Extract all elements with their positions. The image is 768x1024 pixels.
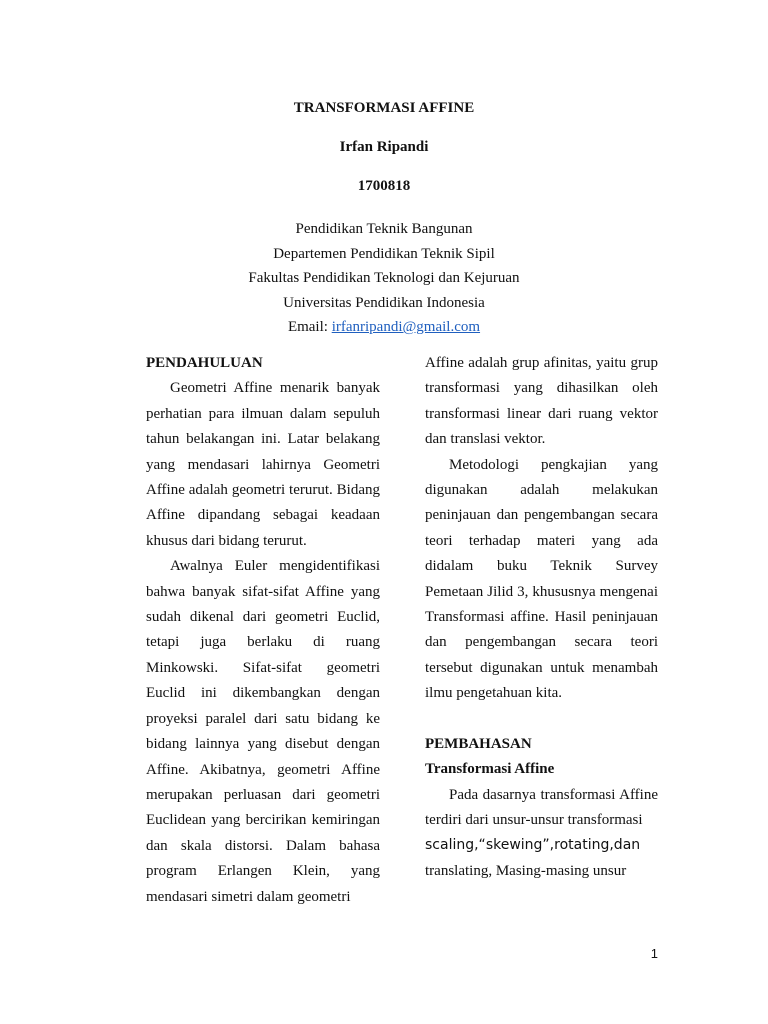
author-name: Irfan Ripandi	[339, 139, 429, 155]
paragraph: Geometri Affine menarik banyak perhatian para ilmuan dalam sepuluh tahun belakangan ini. Latar belakang yang mendasari lahirnya Geometri Affine adalah geometri terurut. Bidang Affine dipandang sebagai keadaan khusus dari bidang terurut.	[146, 380, 380, 549]
affiliation-department: Departemen Pendidikan Teknik Sipil	[273, 245, 495, 262]
right-column	[425, 351, 658, 884]
paper-title: TRANSFORMASI AFFINE	[293, 100, 475, 116]
affiliation-university: Universitas Pendidikan Indonesia	[283, 294, 485, 311]
paragraph-continued: Affine adalah grup afinitas, yaitu grup transformasi yang dihasilkan oleh transformasi linear dari ruang vektor dan translasi vektor.	[425, 355, 658, 448]
subsection-heading: Transformasi Affine	[425, 761, 555, 778]
paragraph	[425, 783, 658, 885]
email-link[interactable]: irfanripandi@gmail.com	[331, 319, 481, 335]
section-heading-pendahuluan: PENDAHULUAN	[146, 355, 263, 371]
page-number: 1	[650, 946, 658, 961]
paragraph: Awalnya Euler mengidentifikasi bahwa banyak sifat-sifat Affine yang sudah dikenal dari geometri Euclid, tetapi juga berlaku di ruang Minkowski. Sifat-sifat geometri Euclid ini dikembangkan dengan proyeksi paralel dari satu bidang ke bidang lainnya yang disebut dengan Affine. Akibatnya, geometri Affine merupakan perluasan dari geometri Euclidean yang bercirikan kemiringan dan skala distorsi. Dalam bahasa program Erlangen Klein, yang mendasari simetri dalam geometri	[146, 558, 380, 905]
affiliation-program: Pendidikan Teknik Bangunan	[295, 221, 473, 237]
left-column	[146, 351, 380, 910]
paper-header	[0, 100, 768, 340]
paragraph-text: Pada dasarnya transformasi Affine terdiri dari unsur-unsur transformasi	[425, 786, 658, 828]
email-label: Email:	[287, 319, 332, 335]
section-gap	[425, 707, 658, 732]
affiliation-faculty: Fakultas Pendidikan Teknologi dan Kejuruan	[248, 270, 520, 286]
section-heading-pembahasan: PEMBAHASAN	[425, 735, 532, 752]
student-id: 1700818	[357, 178, 411, 194]
email-line	[0, 315, 768, 340]
paragraph-text: translating, Masing-masing unsur	[425, 862, 627, 879]
paragraph: Metodologi pengkajian yang digunakan adalah melakukan peninjauan dan pengembangan secara teori terhadap materi yang ada didalam buku Teknik Survey Pemetaan Jilid 3, khususnya mengenai Transformasi affine. Hasil peninjauan dan pengembangan secara teori tersebut digunakan untuk menambah ilmu pengetahuan kita.	[425, 456, 658, 702]
inline-formula-text: scaling,“skewing”,rotating,dan	[425, 837, 641, 854]
